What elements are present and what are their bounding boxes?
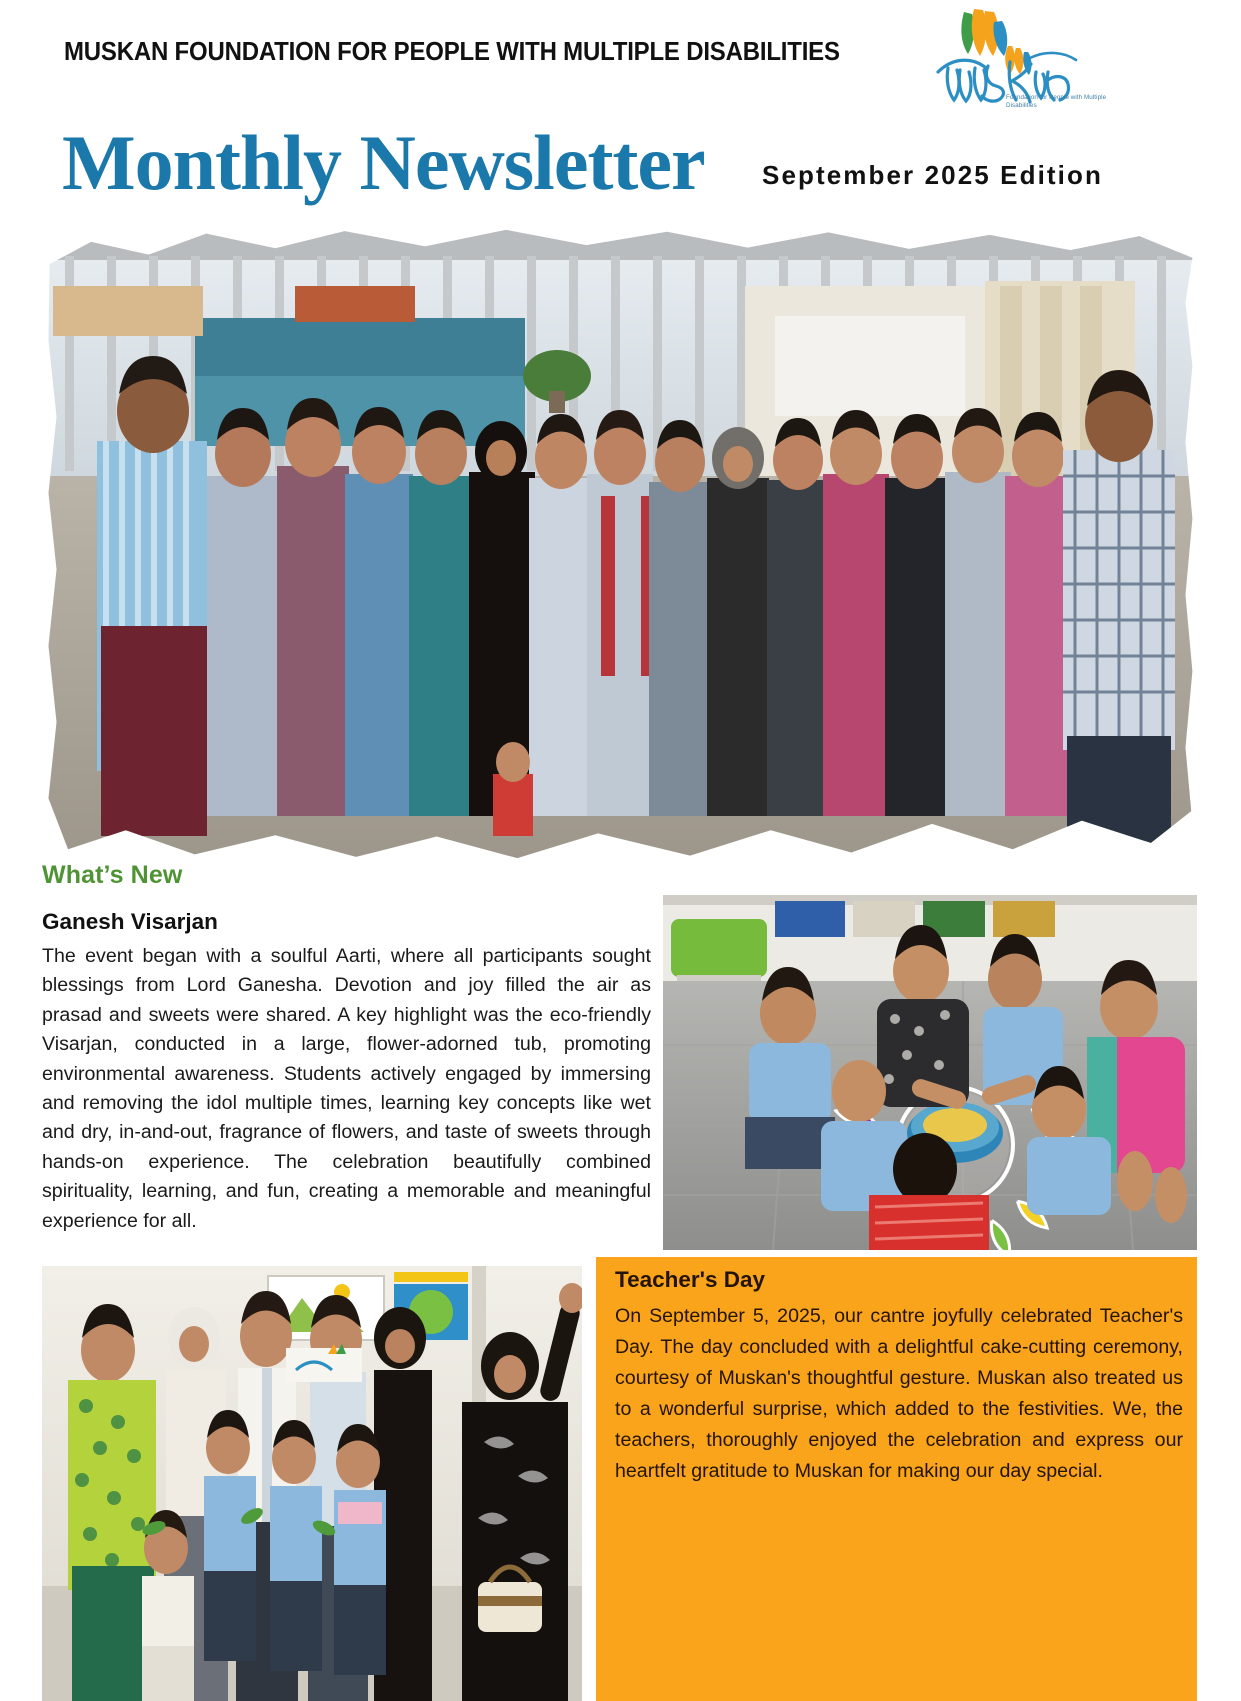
hero-photo-image (45, 226, 1197, 862)
section-label-whats-new: What’s New (42, 861, 183, 889)
muskan-logo (930, 6, 1110, 114)
edition-label: September 2025 Edition (762, 160, 1103, 190)
ganesh-visarjan-photo-image (663, 895, 1197, 1250)
ganesh-visarjan-photo (663, 895, 1197, 1250)
hero-photo (45, 226, 1197, 862)
teachers-day-photo (42, 1266, 582, 1701)
teachers-day-panel (596, 1257, 1197, 1701)
page-title: Monthly Newsletter (62, 119, 705, 206)
ganesh-visarjan-body: The event began with a soulful Aarti, where all participants sought blessings from Lord Ganesha. Devotion and joy filled the air as prasad and sweets were shared. A key highlight was the eco-friendly Visarjan, conducted in a large, flower-adorned tub, promoting environmental awareness. Students actively engaged by immersing and removing the idol multiple times, learning key concepts like wet and dry, in-and-out, fragrance of flowers, and taste of sweets through hands-on experience. The celebration beautifully combined spirituality, learning, and fun, creating a memorable and meaningful experience for all. (42, 945, 651, 1232)
ganesh-visarjan-heading: Ganesh Visarjan (42, 909, 218, 934)
teachers-day-body: On September 5, 2025, our cantre joyfully celebrated Teacher's Day. The day concluded with a delightful cake-cutting ceremony, courtesy of Muskan's thoughtful gesture. Muskan also treated us to a wonderful surprise, which added to the festivities. We, the teachers, thoroughly enjoyed the celebration and express our heartfelt gratitude to Muskan for making our day special. (615, 1305, 1183, 1482)
logo-tagline: Foundation for People with Multiple Disabilities (1006, 94, 1107, 109)
organization-name: MUSKAN FOUNDATION FOR PEOPLE WITH MULTIPLE DISABILITIES (64, 38, 840, 66)
teachers-day-photo-image (42, 1266, 582, 1701)
masthead (0, 0, 1241, 210)
teachers-day-heading: Teacher's Day (615, 1267, 766, 1292)
hero-photo-frame (45, 226, 1197, 862)
